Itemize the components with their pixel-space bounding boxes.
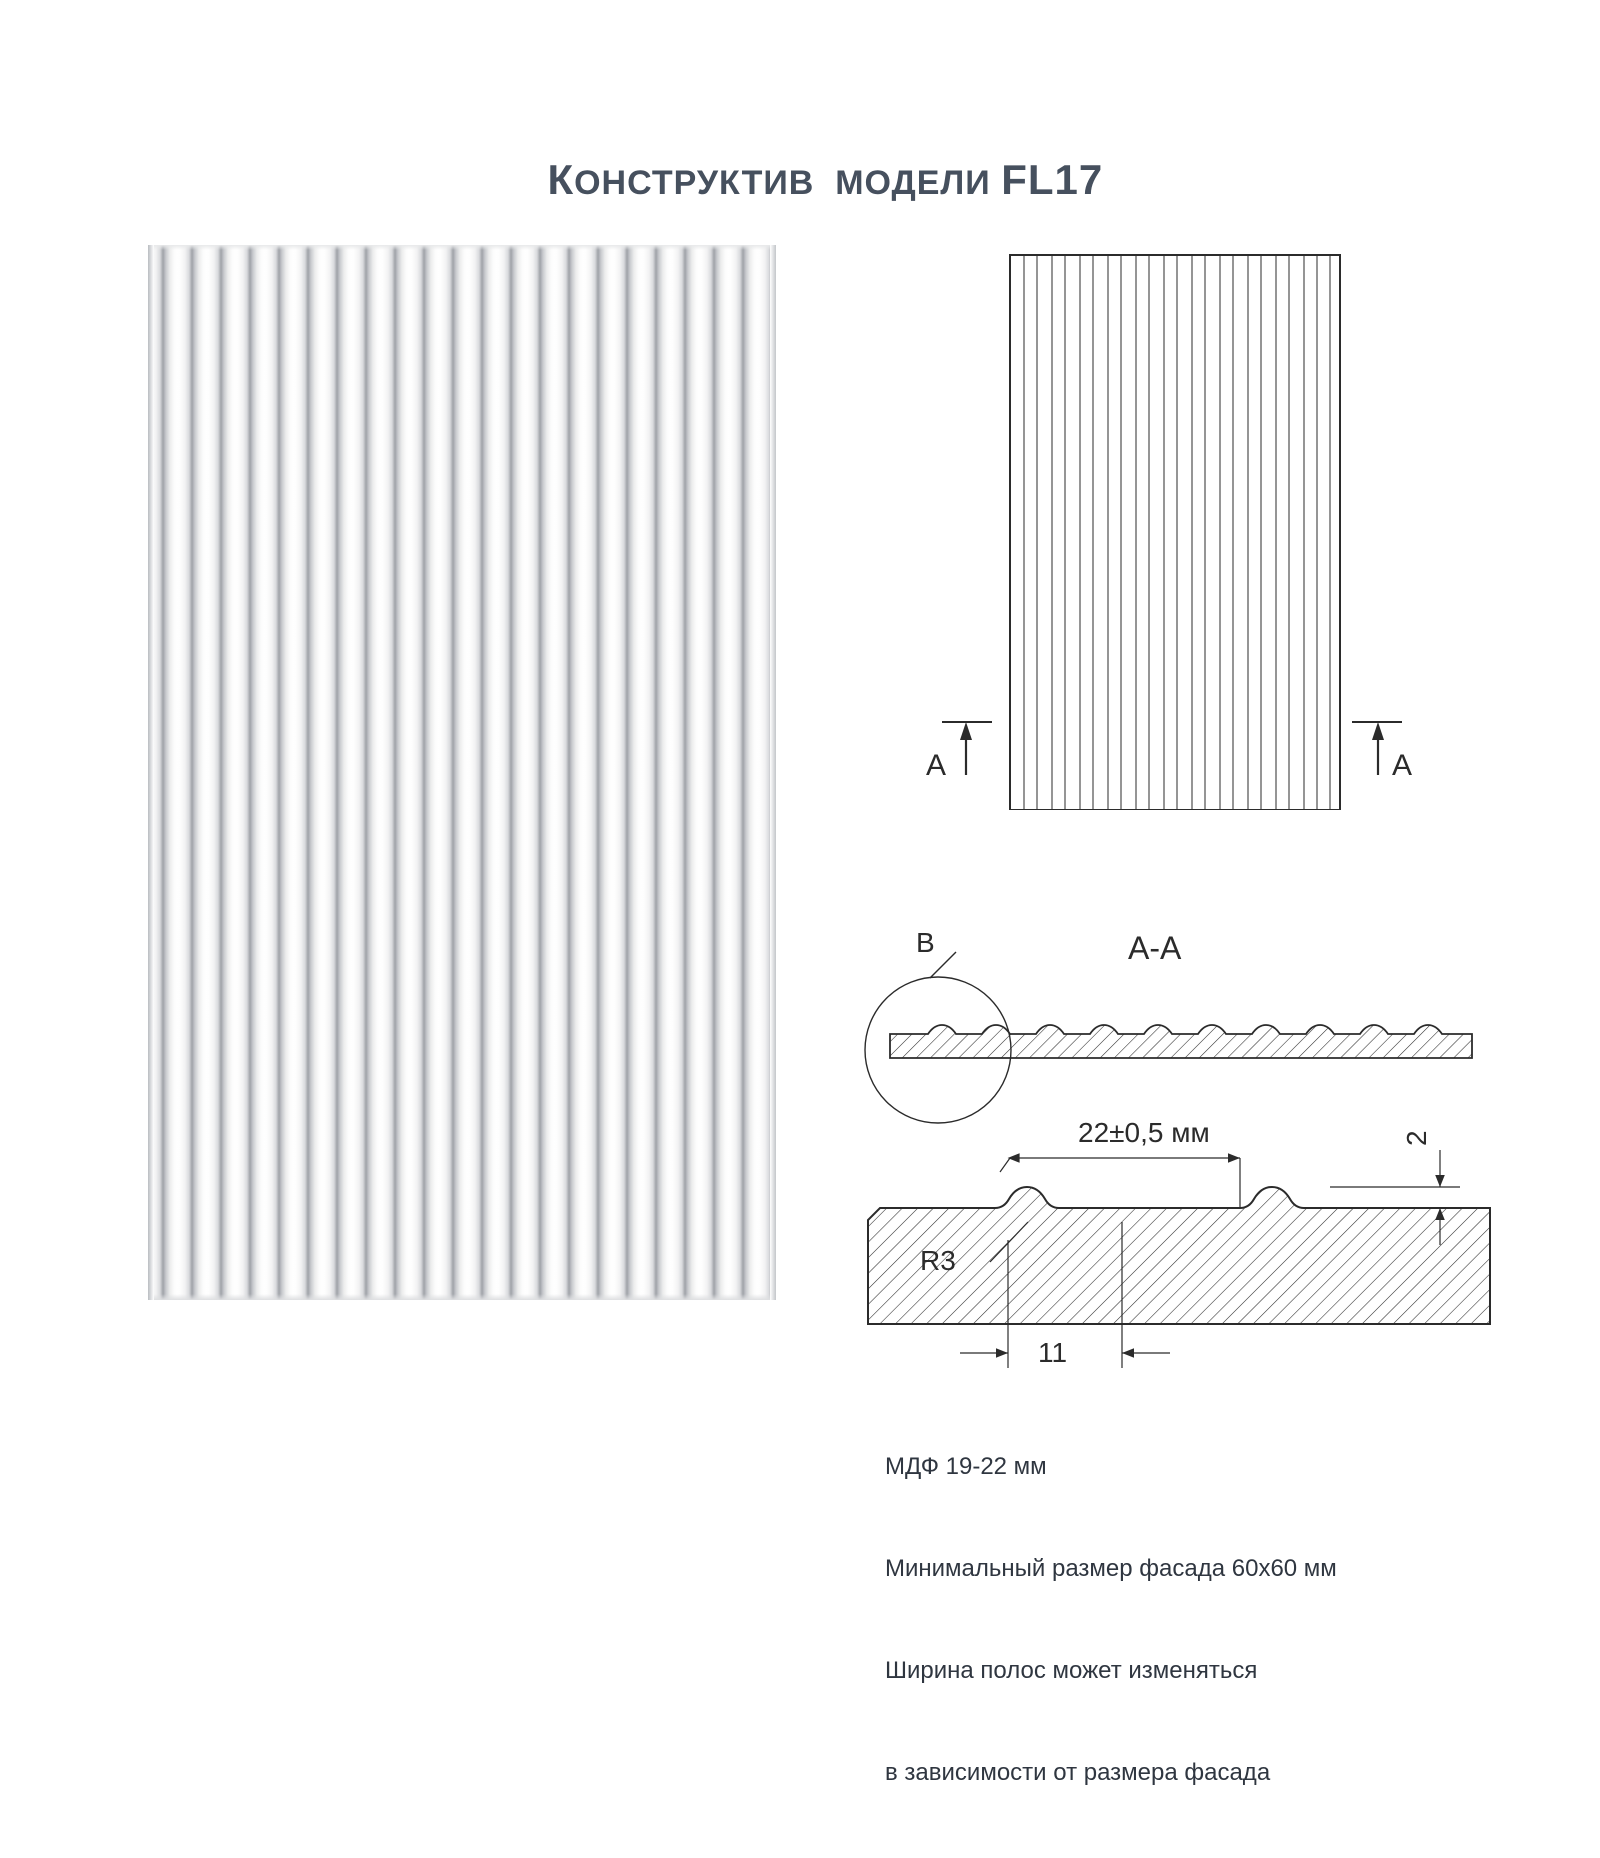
- detail-b-label: B: [916, 930, 935, 958]
- page-title-lead: К: [547, 156, 575, 203]
- panel-edge-bottom: [148, 1294, 776, 1300]
- note-line-2: Минимальный размер фасада 60х60 мм: [885, 1555, 1337, 1582]
- note-line-4: в зависимости от размера фасада: [885, 1759, 1271, 1786]
- section-mark-a-left-label: A: [926, 749, 947, 782]
- section-title-aa-label: А-А: [1128, 930, 1182, 966]
- dim-depth-label: 2: [1401, 1130, 1432, 1146]
- groove-detail-drawing: [860, 1110, 1500, 1380]
- note-line-1: МДФ 19-22 мм: [885, 1453, 1047, 1480]
- section-profile-drawing: [860, 930, 1500, 1130]
- page-title-model: FL17: [1001, 156, 1104, 203]
- note-line-3: Ширина полос может изменяться: [885, 1657, 1258, 1684]
- dim-flat-label: 11: [1038, 1337, 1068, 1368]
- front-view-drawing: [900, 230, 1440, 810]
- notes-block: [885, 1382, 1337, 1858]
- page-title-rest: ОНСТРУКТИВ МОДЕЛИ: [574, 164, 1002, 202]
- panel-ribs: [148, 245, 776, 1300]
- panel-render-image: [148, 245, 776, 1300]
- panel-edge-right: [770, 245, 776, 1300]
- dim-radius-label: R3: [920, 1245, 956, 1276]
- dim-pitch-label: 22±0,5 мм: [1078, 1117, 1210, 1148]
- panel-edge-left: [148, 245, 154, 1300]
- panel-edge-top: [148, 245, 776, 250]
- section-mark-a-right-label: A: [1392, 749, 1413, 782]
